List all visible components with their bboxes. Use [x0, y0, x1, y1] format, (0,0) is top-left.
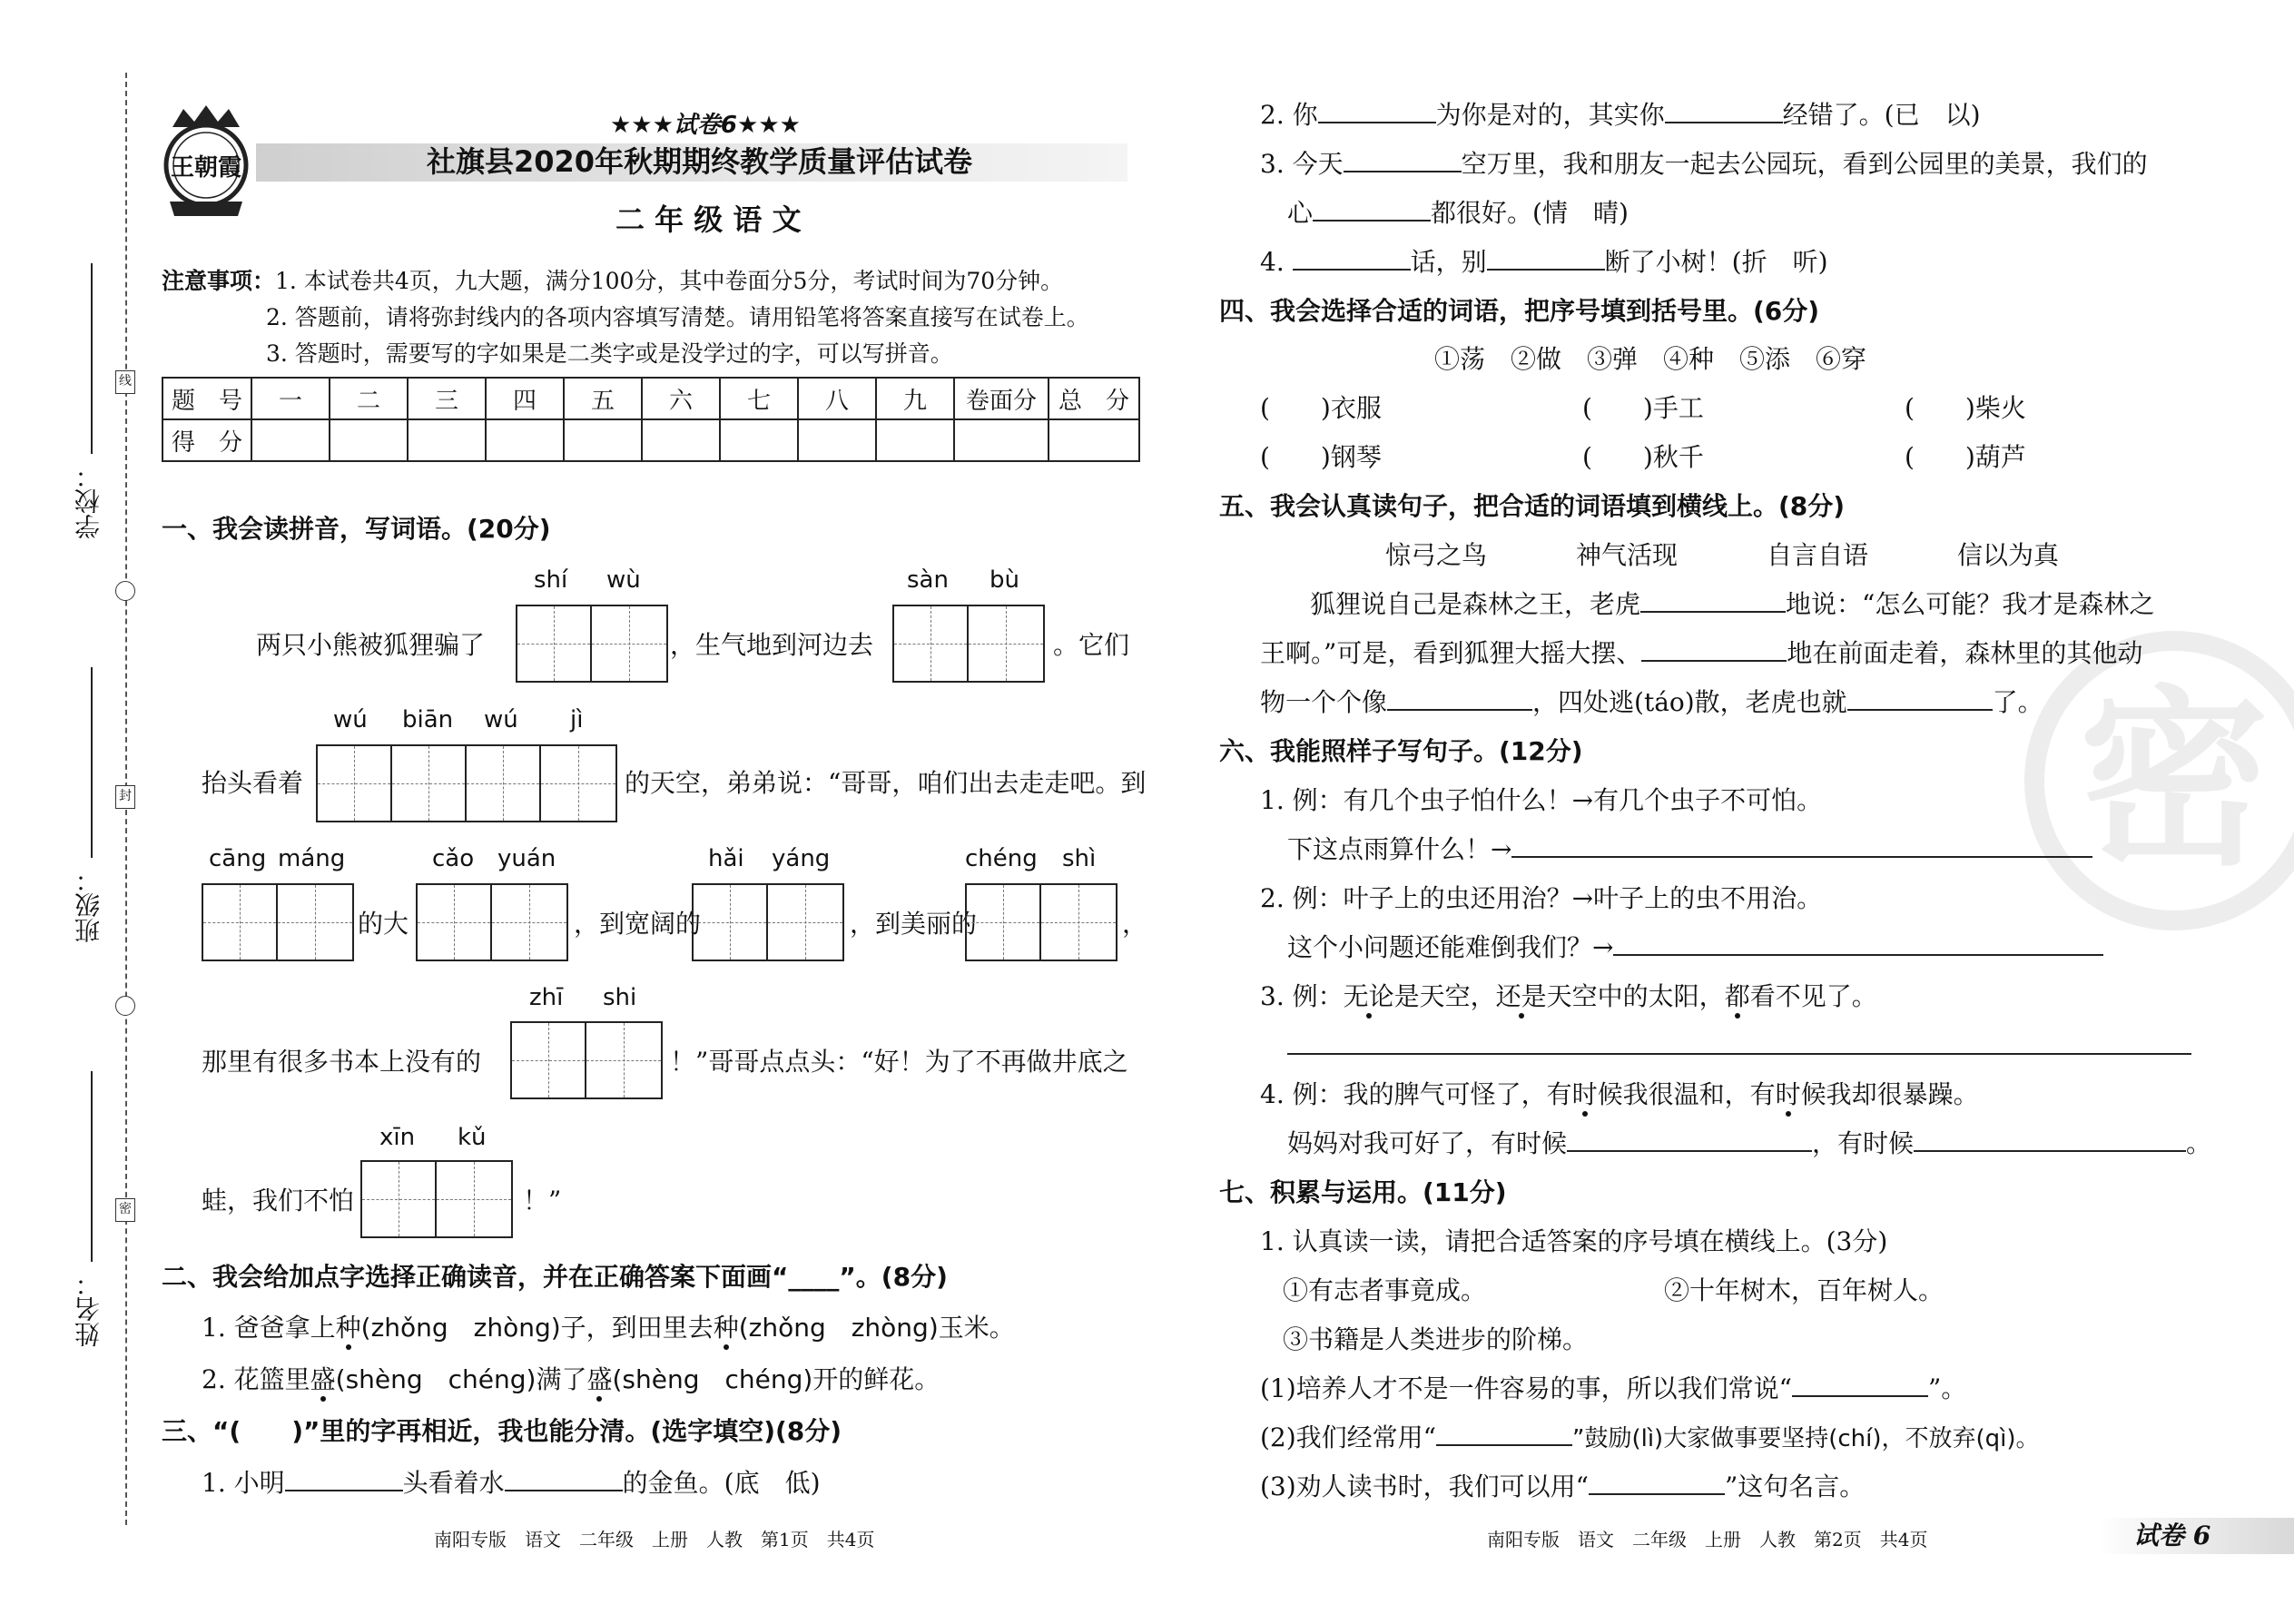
score-header-cell: 总 分 [1049, 378, 1139, 419]
notes-line-1: 注意事项：1. 本试卷共4页，九大题，满分100分，其中卷面分5分，考试时间为70分钟。 [162, 268, 1064, 294]
q4-heading: 四、我会选择合适的词语，把序号填到括号里。(6分) [1219, 296, 1820, 326]
answer-blank[interactable] [1487, 269, 1605, 271]
q7-answer-1: (1)培养人才不是一件容易的事，所以我们常说“ ”。 [1260, 1373, 1967, 1403]
pinyin: wú [333, 706, 368, 733]
secret-seal-watermark: 密 [2024, 631, 2294, 930]
answer-blank[interactable] [1436, 1444, 1572, 1446]
score-row-label: 得 分 [162, 419, 251, 461]
dotted-char: 还是 [1495, 981, 1547, 1011]
dotted-char: 盛 [310, 1364, 336, 1394]
q3-item-1: 1. 小明 头看着水 的金鱼。(底 低) [202, 1468, 821, 1498]
answer-blank[interactable] [285, 1490, 403, 1491]
q4-blank-item[interactable]: ( )柴火 [1905, 393, 2026, 423]
class-field-line[interactable] [91, 667, 93, 858]
dotted-char: 有时候 [1546, 1079, 1623, 1109]
dotted-char: 种 [713, 1313, 739, 1343]
q3-heading: 三、“( )”里的字再相近，我也能分清。(选字填空)(8分) [162, 1416, 842, 1446]
score-header-cell: 二 [330, 378, 408, 419]
writing-box-cangmang[interactable] [202, 883, 354, 961]
q5-word: 惊弓之鸟 [1385, 540, 1488, 570]
q1-text: ，到宽阔的 [574, 909, 702, 939]
footer-tag: 试卷 6 [2133, 1521, 2211, 1550]
school-field-line[interactable] [91, 263, 93, 454]
pinyin: xīn [379, 1124, 416, 1151]
q1-text: 的大 [358, 909, 409, 939]
writing-box-sanbu[interactable] [892, 605, 1045, 683]
answer-blank[interactable] [1613, 954, 2103, 956]
q5-word: 自言自语 [1767, 540, 1869, 570]
notes-line-3: 3. 答题时，需要写的字如果是二类字或是没学过的字，可以写拼音。 [266, 340, 953, 367]
q7-answer-2: (2)我们经常用“ ”鼓励(lì)大家做事要坚持(chí)，不放弃(qì)。 [1260, 1422, 2040, 1452]
q2-heading: 二、我会给加点字选择正确读音，并在正确答案下面画“____”。(8分) [162, 1262, 948, 1292]
writing-box-shiwu[interactable] [516, 605, 668, 683]
score-cell[interactable] [954, 419, 1049, 461]
q1-text: 两只小熊被狐狸骗了 [256, 630, 486, 660]
series-mark: ★★★试卷6★★★ [610, 112, 801, 139]
q6-example-4: 4. 例：我的脾气可怪了，有时候我很温和，有时候我却很暴躁。 [1260, 1079, 1979, 1109]
answer-blank[interactable] [1641, 660, 1787, 662]
binding-hole-2 [115, 996, 135, 1016]
answer-blank[interactable] [1589, 1493, 1725, 1495]
answer-blank[interactable] [1313, 220, 1431, 221]
score-cell[interactable] [251, 419, 330, 461]
q7-answer-3: (3)劝人读书时，我们可以用“ ”这句名言。 [1260, 1471, 1866, 1501]
q6-question-2: 这个小问题还能难倒我们？→ [1287, 930, 2103, 966]
score-table-header-row [162, 378, 1139, 419]
pinyin: yuán [497, 845, 556, 872]
dotted-char: 都 [1724, 981, 1750, 1011]
q1-text: ， [1122, 909, 1148, 939]
writing-box-wubianwuji[interactable] [316, 744, 617, 822]
answer-blank[interactable] [1914, 1150, 2186, 1152]
writing-box-xinku[interactable] [360, 1160, 513, 1238]
pinyin: yáng [772, 845, 831, 872]
q4-blank-item[interactable]: ( )葫芦 [1905, 442, 2026, 472]
q4-blank-item[interactable]: ( )秋千 [1582, 442, 1704, 472]
score-header-cell: 九 [876, 378, 954, 419]
q2-item-1: 1. 爸爸拿上种(zhǒng zhòng)子，到田里去种(zhǒng zhòng)玉米。 [202, 1313, 1015, 1343]
score-cell[interactable] [720, 419, 798, 461]
score-cell[interactable] [330, 419, 408, 461]
score-cell[interactable] [798, 419, 876, 461]
footer-left: 南阳专版 语文 二年级 上册 人教 第1页 共4页 [434, 1529, 875, 1550]
q1-text: 抬头看着 [202, 768, 304, 798]
q7-heading: 七、积累与运用。(11分) [1219, 1177, 1507, 1207]
pinyin: jì [570, 706, 584, 733]
score-header-cell: 七 [720, 378, 798, 419]
q7-option-2: ②十年树木，百年树人。 [1664, 1275, 1944, 1305]
q1-text: ，到美丽的 [850, 909, 978, 939]
q6-example-3: 3. 例：无论是天空，还是天空中的太阳，都看不见了。 [1260, 981, 1877, 1011]
seal-mark-feng: 封 [115, 785, 135, 809]
pinyin: sàn [907, 566, 949, 594]
notes-line-2: 2. 答题前，请将弥封线内的各项内容填写清楚。请用铅笔将答案直接写在试卷上。 [266, 304, 1089, 330]
q5-para-1: 狐狸说自己是森林之王，老虎 地说：“怎么可能？我才是森林之 [1310, 589, 2155, 619]
pinyin: cǎo [432, 845, 475, 872]
answer-blank[interactable] [1387, 709, 1532, 711]
q1-heading: 一、我会读拼音，写词语。(20分) [162, 514, 551, 544]
score-header-cell: 一 [251, 378, 330, 419]
seal-mark-xian: 线 [115, 370, 135, 394]
answer-blank[interactable] [1293, 269, 1411, 271]
dotted-char: 有时候 [1749, 1079, 1826, 1109]
score-cell[interactable] [408, 419, 486, 461]
writing-box-haiyang[interactable] [692, 883, 844, 961]
q7-option-3: ③书籍是人类进步的阶梯。 [1283, 1324, 1589, 1354]
pinyin: wù [606, 566, 641, 594]
q5-word: 神气活现 [1576, 540, 1679, 570]
pinyin: wú [484, 706, 518, 733]
q1-text: 蛙，我们不怕 [202, 1186, 355, 1216]
score-header-cell: 卷面分 [954, 378, 1049, 419]
score-header-cell: 题 号 [162, 378, 251, 419]
q1-text: ！”哥哥点点头：“好！为了不再做井底之 [670, 1047, 1128, 1077]
writing-box-chengshi[interactable] [965, 883, 1117, 961]
answer-blank[interactable] [1792, 1395, 1928, 1397]
q5-heading: 五、我会认真读句子，把合适的词语填到横线上。(8分) [1219, 491, 1846, 521]
answer-blank[interactable] [1640, 611, 1786, 613]
score-header-cell: 八 [798, 378, 876, 419]
school-label: 学校： [74, 463, 103, 539]
q1-text: ，生气地到河边去 [670, 630, 874, 660]
exam-subtitle: 二 年 级 语 文 [615, 202, 802, 237]
q5-para-2: 王啊。”可是，看到狐狸大摇大摆、 地在前面走着，森林里的其他动 [1260, 638, 2143, 668]
q4-options: ①荡 ②做 ③弹 ④种 ⑤添 ⑥穿 [1434, 344, 1867, 374]
score-table-score-row [162, 419, 1139, 461]
footer-right: 南阳专版 语文 二年级 上册 人教 第2页 共4页 [1487, 1529, 1928, 1550]
answer-blank[interactable] [1665, 122, 1783, 123]
q3-item-4: 4. 话，别 断了小树！(折 听) [1260, 247, 1828, 277]
writing-box-caoyuan[interactable] [416, 883, 568, 961]
q2-item-2: 2. 花篮里盛(shèng chéng)满了盛(shèng chéng)开的鲜花。 [202, 1364, 940, 1394]
name-label: 姓名： [74, 1271, 103, 1347]
score-table [162, 377, 1140, 462]
pinyin: biān [402, 706, 454, 733]
q6-question-4: 妈妈对我可好了，有时候 ，有时候 。 [1287, 1128, 2212, 1158]
q5-para-3: 物一个个像 ，四处逃(táo)散，老虎也就 了。 [1260, 687, 2043, 717]
score-header-cell: 六 [642, 378, 720, 419]
brand-logo [156, 100, 256, 222]
q4-blank-item[interactable]: ( )钢琴 [1260, 442, 1382, 472]
score-cell[interactable] [876, 419, 954, 461]
q6-heading: 六、我能照样子写句子。(12分) [1219, 736, 1583, 766]
score-header-cell: 三 [408, 378, 486, 419]
score-cell[interactable] [564, 419, 642, 461]
q1-text: 的天空，弟弟说：“哥哥，咱们出去走走吧。到 [625, 768, 1147, 798]
pinyin: chéng [965, 845, 1038, 872]
score-header-cell: 四 [486, 378, 564, 419]
q6-example-2: 2. 例：叶子上的虫还用治？→叶子上的虫不用治。 [1260, 883, 1823, 913]
answer-blank[interactable] [505, 1490, 623, 1491]
q4-blank-item[interactable]: ( )手工 [1582, 393, 1704, 423]
svg-text:王朝霞: 王朝霞 [170, 154, 242, 182]
pinyin: shì [1062, 845, 1097, 872]
exam-title: 社旗县2020年秋期期终教学质量评估试卷 [427, 144, 973, 179]
pinyin: shí [534, 566, 568, 594]
q1-text: 那里有很多书本上没有的 [202, 1047, 482, 1077]
q1-text: 。它们 [1053, 630, 1130, 660]
q6-example-1: 1. 例：有几个虫子怕什么！→有几个虫子不可怕。 [1260, 785, 1823, 815]
dotted-char: 无论 [1343, 981, 1394, 1011]
score-cell[interactable] [1049, 419, 1139, 461]
q6-question-1: 下这点雨算什么！→ [1287, 832, 2092, 868]
score-cell[interactable] [642, 419, 720, 461]
pinyin: shi [603, 984, 637, 1011]
binding-hole-1 [115, 581, 135, 601]
q3-item-2: 2. 你 为你是对的，其实你 经错了。(已 以) [1260, 100, 1981, 130]
answer-blank[interactable] [1847, 709, 1993, 711]
dotted-char: 种 [335, 1313, 361, 1343]
score-header-cell: 五 [564, 378, 642, 419]
answer-blank[interactable] [1511, 856, 2092, 858]
answer-line-3[interactable] [1287, 1053, 2191, 1055]
dotted-char: 盛 [586, 1364, 613, 1394]
pinyin: máng [278, 845, 346, 872]
q5-word: 信以为真 [1957, 540, 2060, 570]
writing-box-zhishi[interactable] [510, 1021, 663, 1099]
q3-item-3b: 心 都很好。(情 晴) [1287, 198, 1629, 228]
q1-text: ！” [523, 1186, 562, 1216]
answer-blank[interactable] [1344, 171, 1462, 172]
q7-sub-1: 1. 认真读一读，请把合适答案的序号填在横线上。(3分) [1260, 1226, 1888, 1256]
name-field-line[interactable] [91, 1071, 93, 1262]
pinyin: bù [989, 566, 1019, 594]
seal-mark-mi: 密 [115, 1198, 135, 1222]
q3-item-3: 3. 今天 空万里，我和朋友一起去公园玩，看到公园里的美景，我们的 [1260, 149, 2148, 179]
class-label: 班级： [74, 867, 103, 943]
pinyin: hǎi [708, 845, 744, 872]
q7-option-1: ①有志者事竟成。 [1283, 1275, 1487, 1305]
answer-blank[interactable] [1318, 122, 1436, 123]
answer-blank[interactable] [1567, 1150, 1812, 1152]
pinyin: zhī [529, 984, 564, 1011]
q4-blank-item[interactable]: ( )衣服 [1260, 393, 1382, 423]
score-cell[interactable] [486, 419, 564, 461]
pinyin: cāng [209, 845, 267, 872]
pinyin: kǔ [458, 1124, 487, 1151]
